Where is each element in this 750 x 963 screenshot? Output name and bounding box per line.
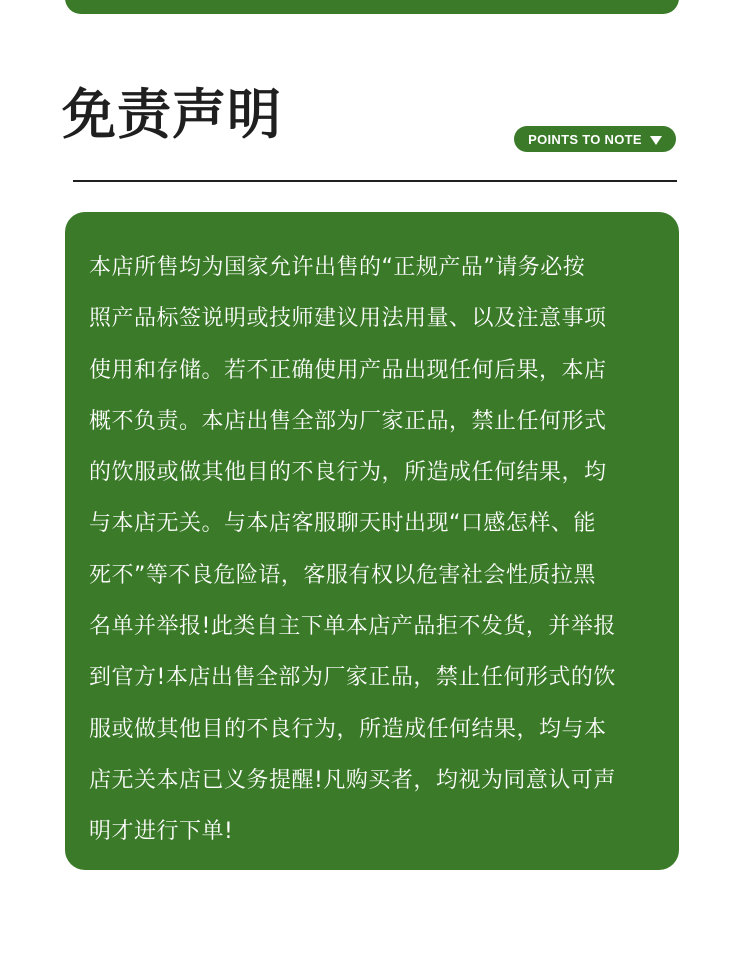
disclaimer-line: 名单并举报!此类自主下单本店产品拒不发货，并举报 — [89, 614, 616, 640]
disclaimer-line: 死不”等不良危险语，客服有权以危害社会性质拉黑 — [89, 562, 596, 588]
triangle-down-icon — [650, 136, 662, 145]
disclaimer-line: 店无关本店已义务提醒!凡购买者，均视为同意认可声 — [89, 767, 616, 793]
points-to-note-badge — [514, 126, 676, 152]
disclaimer-line: 本店所售均为国家允许出售的“正规产品”请务必按 — [89, 255, 586, 280]
disclaimer-line: 的饮服或做其他目的不良行为，所造成任何结果，均 — [89, 460, 607, 486]
page-title: 免责声明 — [62, 83, 282, 146]
disclaimer-line: 照产品标签说明或技师建议用法用量、以及注意事项 — [89, 306, 607, 332]
disclaimer-line: 使用和存储。若不正确使用产品出现任何后果，本店 — [89, 357, 607, 383]
title-divider — [73, 180, 677, 182]
disclaimer-line: 概不负责。本店出售全部为厂家正品，禁止任何形式 — [89, 408, 607, 434]
top-banner-edge — [65, 0, 679, 14]
disclaimer-line: 到官方!本店出售全部为厂家正品，禁止任何形式的饮 — [89, 665, 616, 691]
points-to-note-label: POINTS TO NOTE — [528, 131, 642, 147]
disclaimer-line: 明才进行下单! — [89, 819, 234, 845]
disclaimer-card — [65, 212, 679, 870]
disclaimer-line: 与本店无关。与本店客服聊天时出现“口感怎样、能 — [89, 511, 596, 537]
disclaimer-line: 服或做其他目的不良行为，所造成任何结果，均与本 — [89, 716, 607, 742]
